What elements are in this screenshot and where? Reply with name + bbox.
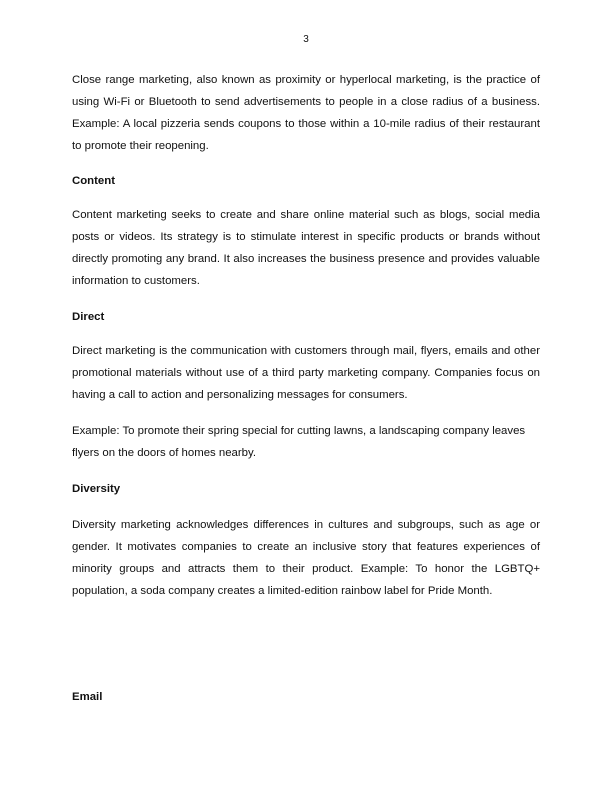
heading-email: Email [72,691,103,703]
paragraph-close-range: Close range marketing, also known as proximity or hyperlocal marketing, is the practice of using Wi-Fi or Bluetooth to send advertisements to people in a close radius of a business. Example: A local pizzeria sends coupons to those within a 10-mile radius of their restaurant to promote their reopening. [72,74,540,152]
heading-direct: Direct [72,311,105,323]
heading-content: Content [72,175,116,187]
page-number: 3 [303,34,309,45]
paragraph-content: Content marketing seeks to create and share online material such as blogs, social media posts or videos. Its strategy is to stimulate interest in specific products or brands without directly promoting any brand. It also increases the business presence and provides valuable information to customers. [72,209,540,287]
paragraph-direct: Direct marketing is the communication with customers through mail, flyers, emails and other promotional materials without use of a third party marketing company. Companies focus on having a call to action and personalizing messages for consumers. [72,345,540,401]
paragraph-direct-example: Example: To promote their spring special for cutting lawns, a landscaping company leaves flyers on the doors of homes nearby. [72,425,526,459]
paragraph-diversity: Diversity marketing acknowledges differences in cultures and subgroups, such as age or gender. It motivates companies to create an inclusive story that features experiences of minority groups and attracts them to their product. Example: To honor the LGBTQ+ population, a soda company creates a limited-edition rainbow label for Pride Month. [72,519,540,597]
heading-diversity: Diversity [72,483,121,495]
